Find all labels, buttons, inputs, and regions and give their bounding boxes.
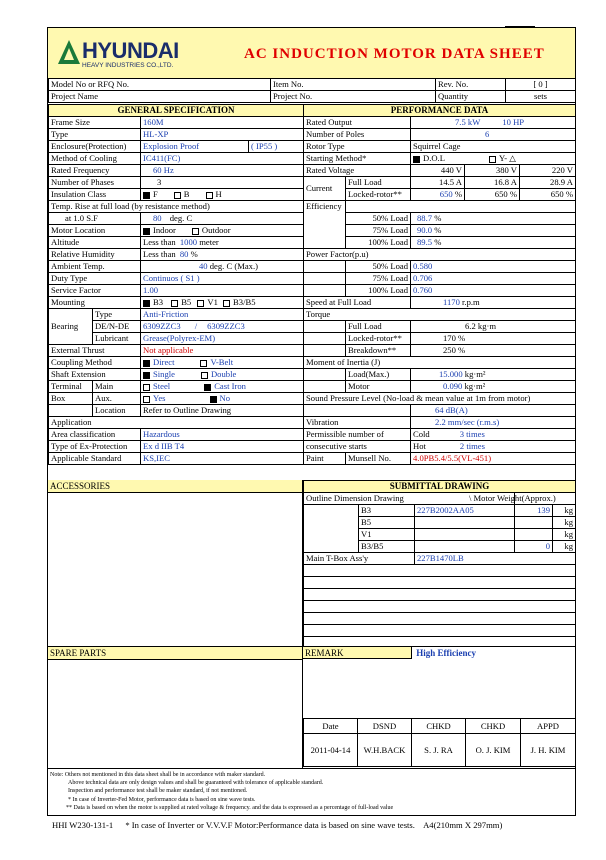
performance-table: PERFORMANCE DATA Rated Output 7.5 kW 10 HP Number of Poles 6 Rotor Type Squirrel Cage Starting Method* D.O.L Y- △ Rated Voltage 440 V 380 V 220 V Current Full Load 14.5 A 16.8 A 28.9 A Locked-rotor** 650 % 650 % 650 % Efficiency 50% Load 88.7 % 75% Load 90.0 % 100% Load 89.5 % Power Factor(p.u) 50% Load 0.580 75% Load 0.706 100% Load 0.760 Speed at Full Load 1170 r.p.m Torque Full Load 6.2 kg·m Locked-rotor** 170 % Breakdown** 250 % Moment of Inertia (J) Load(Max.) 15.000 kg·m² Motor 0.090 kg·m² Sound Pressure Level (No-load & mean value at 1m from motor) 64 dB(A) Vibration 2.2 mm/sec (r.m.s) Permissible number of Cold 3 times consecutive starts Hot 2 times Paint Munsell No. 4.0PB5.4/5.5(VL-451) [303,104,576,465]
remark-box [303,646,575,718]
signoff-table: Date DSND CHKD CHKD APPD 2011-04-14 W.H.BACK S. J. RA O. J. KIM J. H. KIM [303,718,576,767]
start-ydelta-checkbox[interactable] [489,156,496,163]
quantity-label: Quantity [436,91,506,103]
ident-table [48,78,576,103]
project-no-label: Project No. [271,91,436,103]
spare-parts-title: SPARE PARTS [48,647,302,660]
doc-number: HHI W230-131-1 [52,820,114,830]
notes-block: Note: Others not mentioned in this data sheet shall be in accordance with maker standard. Above technical data are only design values and shall be guaranteed with tolerance of applicable standard. Inspection and performance test shall be maker standard, if not mentioned. * In case of Inverter-Fed Motor, performance data is based on sine wave tests. ** Data is based on when the motor is supplied at rated voltage & frequency. and the data is expressed as a percentage of full-load value [48,768,575,814]
model-label: Model No or RFQ No. [49,79,271,91]
aux-yes-checkbox[interactable] [143,396,150,403]
start-dol-checkbox[interactable] [413,156,420,163]
outdoor-checkbox[interactable] [192,228,199,235]
spare-parts-box [48,646,303,768]
indoor-checkbox[interactable] [143,228,150,235]
submittal-table: SUBMITTAL DRAWING Outline Dimension Drawing \ Motor Weight(Approx.) B3 227B2002AA05 139 kg B5 kg V1 kg B3/B5 0 kg Main T-Box Ass'y 227B1470LB [303,480,576,648]
item-label: Item No. [271,79,436,91]
remark-label: REMARK [303,647,412,659]
accessories-title: ACCESSORIES [48,480,302,493]
shaft-single-checkbox[interactable] [143,372,150,379]
project-name-label: Project Name [49,91,271,103]
quantity-unit: sets [506,91,576,103]
mount-v1-checkbox[interactable] [197,300,204,307]
logo-subtitle: HEAVY INDUSTRIES CO.,LTD. [82,62,174,69]
type-value: HL-XP [141,129,304,141]
insulation-h-checkbox[interactable] [206,192,213,199]
coupling-direct-checkbox[interactable] [143,360,150,367]
insulation-b-checkbox[interactable] [174,192,181,199]
frame-size-value: 160M [141,117,304,129]
submittal-title: SUBMITTAL DRAWING [304,481,576,493]
sheet-title: AC INDUCTION MOTOR DATA SHEET [244,46,545,62]
performance-title: PERFORMANCE DATA [304,105,576,117]
rev-label: Rev. No. [436,79,506,91]
tbox-steel-checkbox[interactable] [143,384,150,391]
accessories-box [48,480,303,646]
rev-value: [ 0 ] [506,79,576,91]
paper-size: A4(210mm X 297mm) [423,820,503,830]
date-value: 2011-04-14 [304,734,358,767]
remark-value: High Efficiency [416,648,476,658]
coupling-vbelt-checkbox[interactable] [200,360,207,367]
hyundai-logo [58,40,178,74]
general-spec-table: GENERAL SPECIFICATION Frame Size 160M Type HL-XP Enclosure(Protection) Explosion Proof ( IP55 ) Method of Cooling IC411(FC) Rated Frequency 60 Hz Number of Phases 3 Insulation Class F B H Temp. Rise at full load (by resistance method) at 1.0 S.F 80 deg. C Motor Location Indoor Outdoor Altitude Less than 1000 meter Relative Humidity Less than 80 % Ambient Temp. 40 deg. C (Max.) Duty Type Continuos ( S1 ) Service Factor 1.00 Mounting B3 B5 V1 B3/B5 Bearing Type Anti-Friction DE/N-DE 6309ZZC3 / 6309ZZC3 Lubricant Grease(Polyrex-EM) External Thrust Not applicable Coupling Method Direct V-Belt Shaft Extension Single Double Terminal Main Steel Cast Iron Box Aux. Yes No Location Refer to Outline Drawing Application Area classification Hazardous Type of Ex-Protection Ex d IIB T4 Applicable Standard KS,IEC [48,104,304,465]
insulation-f-checkbox[interactable] [143,192,150,199]
rev-marker-line [505,26,535,27]
logo-brand: HYUNDAI [82,38,179,63]
mount-b3-checkbox[interactable] [143,300,150,307]
data-sheet [47,27,576,816]
footer [52,820,502,830]
general-spec-title: GENERAL SPECIFICATION [49,105,304,117]
shaft-double-checkbox[interactable] [201,372,208,379]
footer-note: * In case of Inverter or V.V.V.F Motor:Performance data is based on sine wave tests. [125,820,415,830]
mount-b3b5-checkbox[interactable] [223,300,230,307]
tbox-castiron-checkbox[interactable] [204,384,211,391]
aux-no-checkbox[interactable] [210,396,217,403]
mount-b5-checkbox[interactable] [171,300,178,307]
sheet-header [48,28,575,79]
